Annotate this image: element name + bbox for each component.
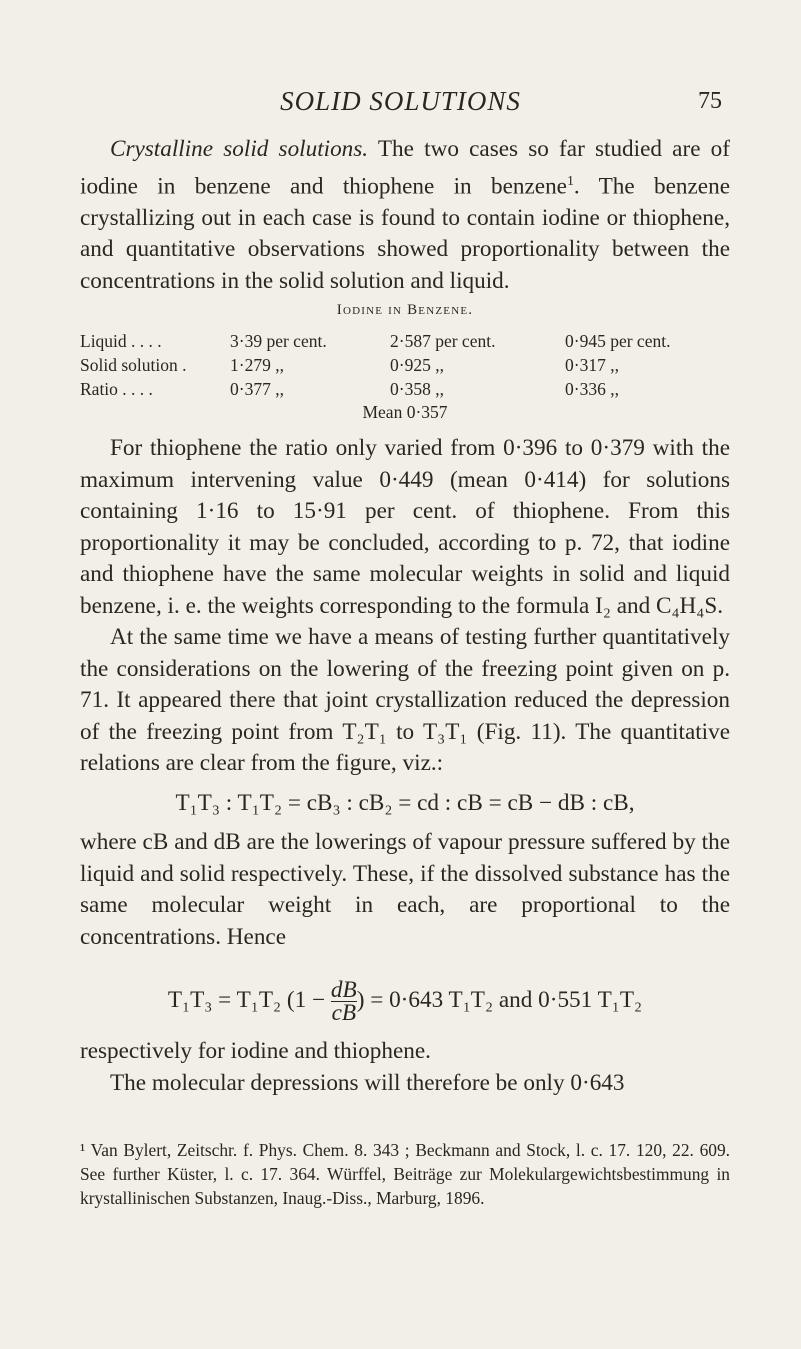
paragraph-molecular-depressions: The molecular depressions will therefore be only 0·643 — [110, 1069, 625, 1096]
table-row — [80, 377, 730, 401]
fraction — [330, 977, 357, 1027]
equation-lhs: T₁T₃ = T₁T₂ (1 − — [167, 987, 331, 1014]
paragraph-crystalline — [80, 134, 730, 297]
table-row — [80, 353, 730, 377]
running-header — [0, 86, 801, 126]
fraction-numerator: dB — [330, 977, 357, 1004]
row-label: Ratio . . . . — [80, 379, 153, 400]
equation-rhs: ) = 0·643 T₁T₂ and 0·551 T₁T₂ — [356, 987, 643, 1014]
table-cell: 3·39 per cent. — [230, 331, 327, 352]
page-title: SOLID SOLUTIONS — [280, 86, 521, 116]
paragraph-freezing-point: At the same time we have a means of testing further quantitatively the considerations on the lowering of the freezing point given on p. 71. It appeared there that joint crystallization reduced the depression of the freezing point from T₂T₁ to T₃T₁ (Fig. 11). The quantitative relations are clear from the figure, viz.: — [80, 624, 730, 777]
equation-depression — [80, 977, 730, 1027]
equation-ratio: T₁T₃ : T₁T₂ = cB₃ : cB₂ = cd : cB = cB − dB : cB, — [175, 789, 635, 816]
table-cell: 0·317 ,, — [565, 355, 619, 376]
body-text — [80, 134, 730, 1099]
table-cell: 0·358 ,, — [390, 379, 444, 400]
table-row — [80, 329, 730, 353]
footnote: ¹ Van Bylert, Zeitschr. f. Phys. Chem. 8. 343 ; Beckmann and Stock, l. c. 17. 120, 22. 609. See further Küster, l. c. 17. 364. Würffel, Beiträge zur Molekulargewichtsbestimmung in krystallinischen Substanzen, Inaug.-Diss., Marburg, 1896. — [80, 1140, 730, 1208]
table-cell: 0·925 ,, — [390, 355, 444, 376]
paragraph-text-cont: . The benzene crystallizing out in each case is found to contain iodine or thiophene, and quantitative observations showed proportionality between the concentrations in the solid solution and liquid. — [80, 173, 730, 294]
row-label: Liquid . . . . — [80, 331, 162, 352]
table-mean: Mean 0·357 — [362, 402, 448, 423]
fraction-denominator: cB — [331, 1000, 357, 1027]
table-cell: 0·336 ,, — [565, 379, 619, 400]
page-number: 75 — [698, 88, 722, 114]
table-cell: 2·587 per cent. — [390, 331, 496, 352]
table-cell: 0·377 ,, — [230, 379, 284, 400]
paragraph-respectively: respectively for iodine and thiophene. — [80, 1038, 431, 1065]
table-cell: 1·279 ,, — [230, 355, 284, 376]
section-lead: Crystalline solid solutions. — [110, 136, 369, 162]
table-cell: 0·945 per cent. — [565, 331, 671, 352]
paragraph-thiophene: For thiophene the ratio only varied from 0·396 to 0·379 with the maximum intervening value 0·449 (mean 0·414) for solutions containing 1·16 to 15·91 per cent. of thiophene. From this proportionality it may be concluded, according to p. 72, that iodine and thiophene have the same molecular weights in solid and liquid benzene, i. e. the weights corresponding to the formula I₂ and C₄H₄S. — [80, 435, 730, 619]
iodine-benzene-table — [80, 329, 730, 401]
table-title: Iodine in Benzene. — [336, 302, 474, 319]
row-label: Solid solution . — [80, 355, 187, 376]
footnote-reference: 1 — [566, 173, 574, 189]
paragraph-text: The two cases so far studied are of iodine in benzene and thiophene in benzene — [80, 136, 730, 200]
paragraph-vapour-pressure: where cB and dB are the lowerings of vapour pressure suffered by the liquid and solid respectively. These, if the dissolved substance has the same molecular weight in each, are proportional to the concentrations. Hence — [80, 829, 730, 950]
